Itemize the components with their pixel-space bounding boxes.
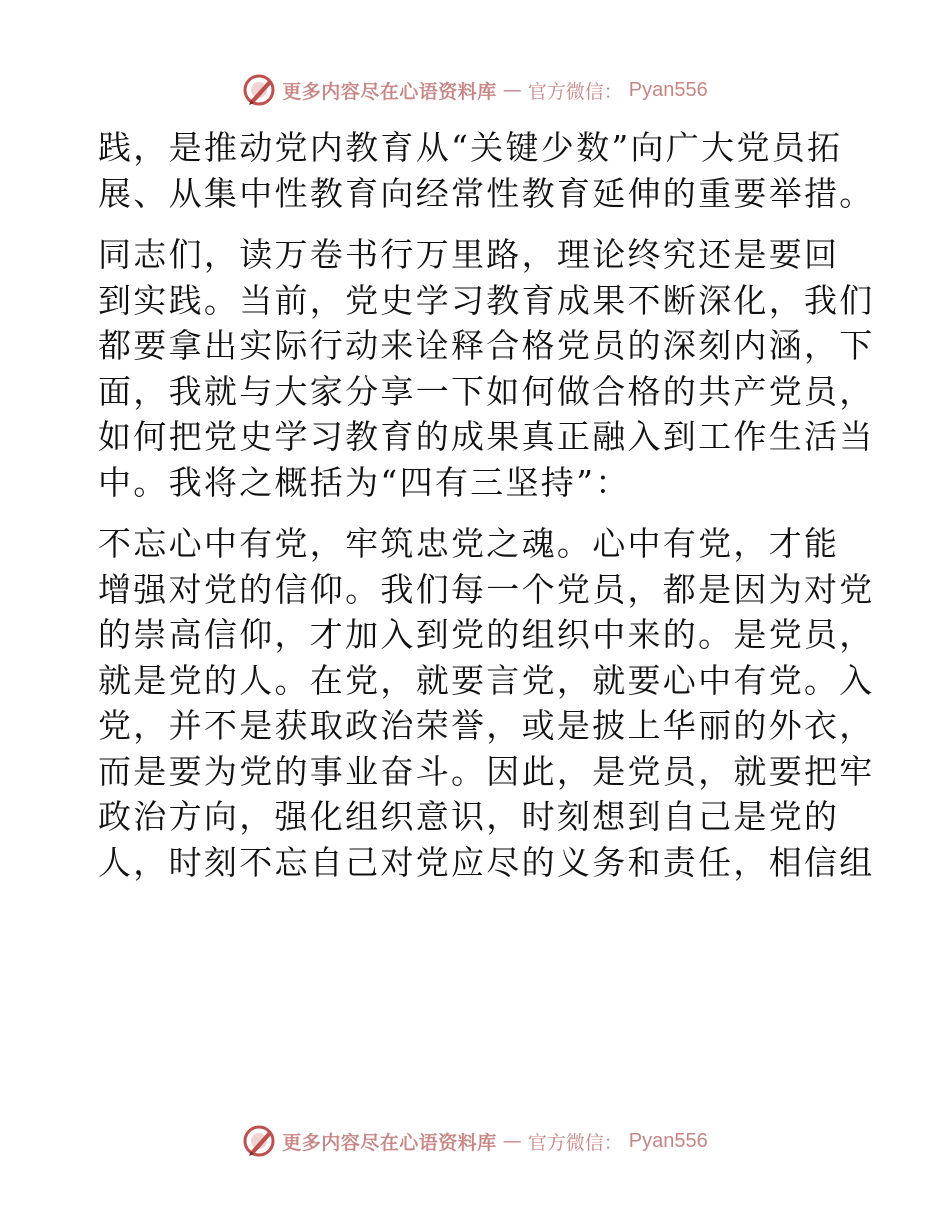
banner-wechat-id: Pyan556	[628, 1129, 708, 1152]
paragraph	[98, 232, 875, 505]
paragraph	[98, 125, 875, 216]
banner-title: 更多内容尽在心语资料库	[282, 1131, 497, 1154]
text-line: 政治方向，强化组织意识，时刻想到自己是党的	[98, 797, 840, 836]
banner-title: 更多内容尽在心语资料库	[282, 80, 497, 103]
text-line: 中。我将之概括为“四有三坚持”：	[98, 462, 631, 502]
text-line: 而是要为党的事业奋斗。因此，是党员，就要把牢	[98, 751, 875, 791]
paragraph	[98, 521, 875, 885]
banner-dash: —	[502, 79, 522, 101]
header-banner	[0, 70, 950, 110]
text-line: 都要拿出实际行动来诠释合格党员的深刻内涵，下	[98, 326, 875, 365]
text-line: 就是党的人。在党，就要言党，就要心中有党。入	[98, 660, 875, 700]
text-line: 不忘心中有党，牢筑忠党之魂。心中有党，才能	[98, 524, 840, 563]
text-line: 如何把党史学习教育的成果真正融入到工作生活当	[98, 417, 875, 456]
banner-wechat-label: 官方微信：	[527, 1131, 623, 1154]
footer-banner	[0, 1121, 950, 1161]
text-line: 践，是推动党内教育从“关键少数”向广大党员拓	[98, 128, 843, 167]
text-line: 面，我就与大家分享一下如何做合格的共产党员，	[98, 371, 875, 411]
banner-wechat-label: 官方微信：	[527, 80, 623, 103]
banner-wechat-id: Pyan556	[628, 78, 708, 101]
document-body	[98, 125, 875, 885]
text-line: 到实践。当前，党史学习教育成果不断深化，我们	[98, 280, 875, 320]
pen-logo-icon	[242, 73, 276, 107]
text-line: 人，时刻不忘自己对党应尽的义务和责任，相信组	[98, 842, 875, 882]
text-line: 同志们，读万卷书行万里路，理论终究还是要回	[98, 235, 840, 274]
text-line: 展、从集中性教育向经常性教育延伸的重要举措。	[98, 173, 875, 213]
text-line: 的崇高信仰，才加入到党的组织中来的。是党员，	[98, 615, 875, 654]
text-line: 党，并不是获取政治荣誉，或是披上华丽的外衣，	[98, 706, 875, 745]
banner-dash: —	[502, 1130, 522, 1152]
text-line: 增强对党的信仰。我们每一个党员，都是因为对党	[98, 569, 875, 609]
pen-logo-icon	[242, 1124, 276, 1158]
